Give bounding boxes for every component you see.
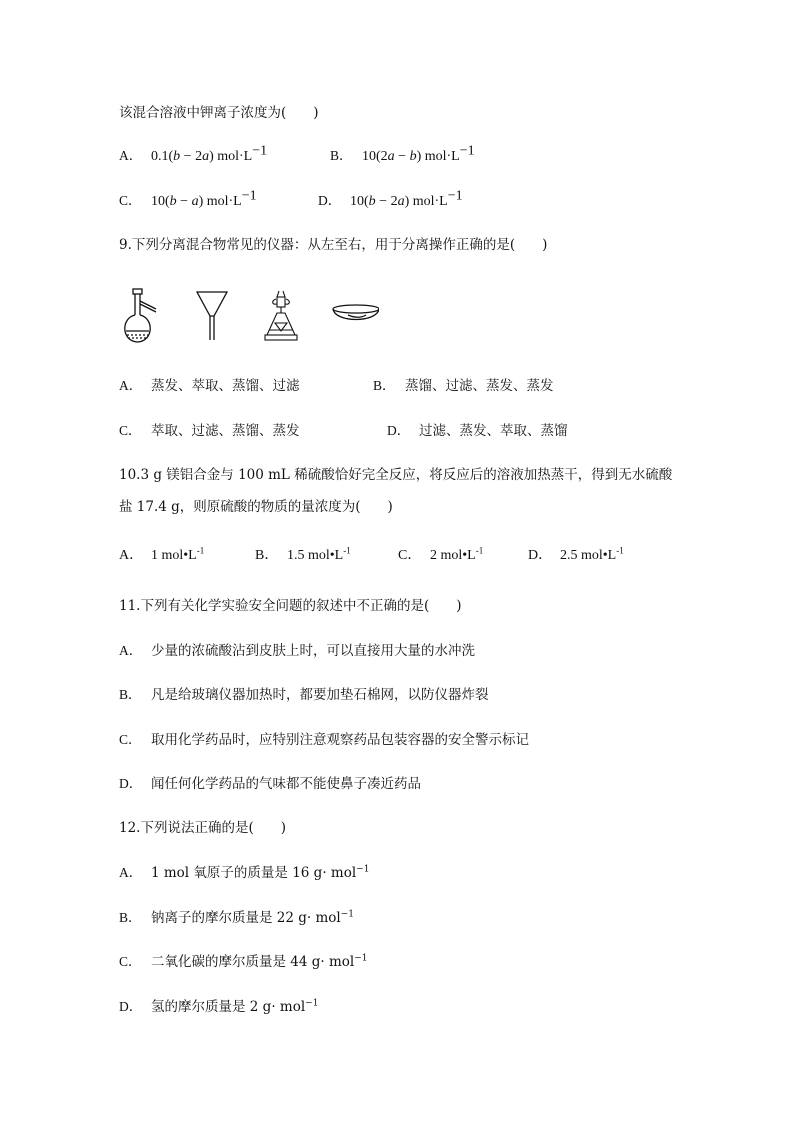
q12-a-sup: −1 [356, 864, 370, 875]
option-letter: B． [119, 910, 142, 925]
q10-option-b [255, 547, 351, 565]
q12-c-text: 二氧化碳的摩尔质量是 44 g· mol [151, 954, 355, 970]
q10-option-d [528, 547, 624, 565]
option-letter: C． [119, 423, 142, 438]
q8-c-sup: −1 [241, 188, 257, 204]
q12-option-a [119, 864, 369, 882]
option-letter: D． [119, 776, 143, 791]
q10-b-sup: -1 [343, 545, 351, 556]
q8-b-post: ) mol·L [416, 149, 460, 164]
q10-c-text: 2 mol•L [430, 548, 476, 563]
q9-option-c [119, 422, 300, 440]
q8-option-b [330, 143, 475, 166]
q10-option-c [398, 547, 483, 565]
q11-option-a [119, 642, 475, 660]
q8-d-pre: 10( [350, 194, 369, 209]
option-letter: B． [255, 548, 279, 563]
q8-a-mid: − 2 [180, 149, 203, 164]
q11-c-text: 取用化学药品时，应特别注意观察药品包装容器的安全警示标记 [151, 732, 529, 748]
option-letter: D． [528, 548, 553, 563]
q8-b-var1: a [387, 149, 395, 164]
q10-d-sup: -1 [616, 545, 624, 556]
option-letter: B． [373, 378, 396, 393]
q10-c-sup: -1 [475, 545, 484, 556]
q10-b-text: 1.5 mol•L [287, 548, 344, 563]
q12-option-c [119, 953, 368, 971]
q10-a-sup: -1 [196, 545, 205, 556]
option-letter: C． [119, 954, 142, 969]
q8-d-sup: −1 [447, 188, 463, 204]
q9-apparatus-figure [119, 287, 379, 347]
option-letter: A． [119, 548, 144, 563]
q8-c-var1: b [169, 194, 177, 209]
q8-b-var2: b [409, 149, 417, 164]
q10-stem-line2: 盐 17.4 g，则原硫酸的物质的量浓度为( ) [119, 499, 393, 515]
q8-a-post: ) mol·L [209, 149, 253, 164]
q12-b-text: 钠离子的摩尔质量是 22 g· mol [151, 910, 341, 926]
q8-c-pre: 10( [151, 194, 170, 209]
option-letter: D． [119, 999, 143, 1014]
q8-b-mid: − [394, 149, 410, 164]
q12-b-sup: −1 [340, 909, 355, 920]
option-letter: B． [330, 148, 353, 163]
option-letter: A． [119, 643, 143, 658]
q8-a-pre: 0.1( [151, 149, 174, 164]
q11-option-d [119, 775, 421, 793]
q12-stem: 12.下列说法正确的是( ) [119, 820, 287, 836]
q9-c-text: 萃取、过滤、蒸馏、蒸发 [151, 423, 300, 439]
evaporating-dish-icon [333, 305, 379, 320]
q10-d-text: 2.5 mol•L [560, 548, 617, 563]
q8-d-post: ) mol·L [404, 194, 448, 209]
q8-option-a [119, 143, 268, 166]
option-letter: C． [119, 732, 142, 747]
q8-b-pre: 10(2 [362, 149, 388, 164]
q8-b-sup: −1 [459, 143, 475, 159]
q12-d-text: 氢的摩尔质量是 2 g· mol [151, 999, 306, 1015]
separatory-funnel-icon [265, 291, 297, 340]
option-letter: A． [119, 865, 143, 880]
q8-option-d [318, 188, 463, 211]
q12-d-sup: −1 [305, 998, 319, 1009]
q9-stem: 9.下列分离混合物常见的仪器：从左至右，用于分离操作正确的是( ) [119, 237, 548, 253]
q11-d-text: 闻任何化学药品的气味都不能使鼻子凑近药品 [151, 776, 421, 792]
q12-a-text: 1 mol 氧原子的质量是 16 g· mol [151, 865, 357, 881]
option-letter: D． [387, 423, 411, 438]
q8-c-mid: − [176, 194, 192, 209]
q8-a-sup: −1 [252, 143, 268, 159]
option-letter: C． [398, 548, 422, 563]
q9-d-text: 过滤、蒸发、萃取、蒸馏 [419, 423, 568, 439]
q9-option-a [119, 377, 300, 395]
q11-option-b [119, 686, 489, 704]
q8-c-post: ) mol·L [198, 194, 242, 209]
q12-option-d [119, 998, 318, 1016]
q12-option-b [119, 909, 354, 927]
q8-a-var2: a [202, 149, 210, 164]
q8-option-c [119, 188, 257, 211]
q9-option-d [387, 422, 568, 440]
distillation-flask-icon [125, 289, 156, 342]
q11-b-text: 凡是给玻璃仪器加热时，都要加垫石棉网，以防仪器炸裂 [151, 687, 489, 703]
option-letter: A． [119, 148, 143, 163]
q9-b-text: 蒸馏、过滤、蒸发、蒸发 [405, 378, 554, 394]
q10-option-a [119, 547, 204, 565]
q11-stem: 11.下列有关化学实验安全问题的叙述中不正确的是( ) [119, 598, 462, 614]
q9-a-text: 蒸发、萃取、蒸馏、过滤 [151, 378, 300, 394]
option-letter: A． [119, 378, 143, 393]
q10-stem-line1: 10.3 g 镁铝合金与 100 mL 稀硫酸恰好完全反应，将反应后的溶液加热蒸干，得到无水硫酸 [119, 467, 673, 483]
q12-c-sup: −1 [354, 953, 368, 964]
q11-a-text: 少量的浓硫酸沾到皮肤上时，可以直接用大量的水冲洗 [151, 643, 475, 659]
option-letter: B． [119, 687, 142, 702]
q8-c-var2: a [191, 194, 199, 209]
q9-option-b [373, 377, 554, 395]
q8-d-mid: − 2 [375, 194, 398, 209]
q8-stem-tail: 该混合溶液中钾离子浓度为( ) [119, 105, 319, 121]
q11-option-c [119, 731, 529, 749]
q8-a-var1: b [173, 149, 181, 164]
option-letter: D． [318, 193, 342, 208]
funnel-icon [197, 292, 227, 340]
option-letter: C． [119, 193, 142, 208]
q10-a-text: 1 mol•L [151, 548, 197, 563]
q8-d-var2: a [397, 194, 405, 209]
q8-d-var1: b [368, 194, 376, 209]
